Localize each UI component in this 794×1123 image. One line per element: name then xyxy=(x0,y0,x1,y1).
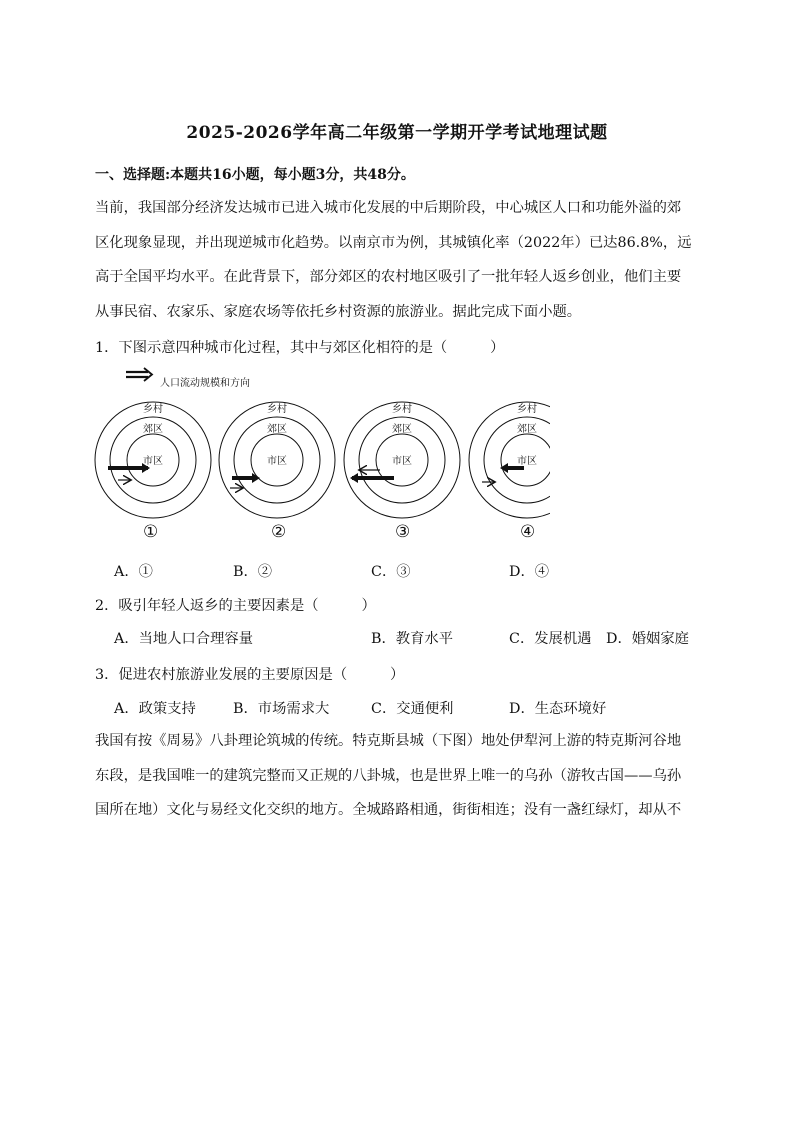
section-heading: 一、选择题:本题共16小题，每小题3分，共48分。 xyxy=(95,167,415,183)
passage-urbanization xyxy=(95,191,705,329)
label-suburb: 郊区 xyxy=(267,424,287,435)
option-b[interactable]: B．② xyxy=(233,564,273,580)
label-rural: 乡村 xyxy=(267,404,287,415)
passage-line: 区化现象显现，并出现逆城市化趋势。以南京市为例，其城镇化率（2022年）已达86.8%，远 xyxy=(95,234,692,251)
question-1-options xyxy=(114,561,714,583)
question-3-options xyxy=(114,698,714,720)
passage-line: 国所在地）文化与易经文化交织的地方。全城路路相通，街街相连；没有一盏红绿灯，却从不 xyxy=(95,802,682,818)
option-b[interactable]: B．市场需求大 xyxy=(233,701,330,717)
passage-line: 我国有按《周易》八卦理论筑城的传统。特克斯县城（下图）地处伊犁河上游的特克斯河谷地 xyxy=(95,733,682,749)
passage-line: 东段，是我国唯一的建筑完整而又正规的八卦城，也是世界上唯一的乌孙（游牧古国——乌孙 xyxy=(95,767,682,784)
option-d[interactable]: D．婚姻家庭 xyxy=(606,631,689,647)
diagram-number-1: ① xyxy=(143,522,159,542)
label-city: 市区 xyxy=(143,456,163,467)
label-city: 市区 xyxy=(392,456,412,467)
label-suburb: 郊区 xyxy=(392,424,412,435)
label-rural: 乡村 xyxy=(143,404,163,415)
label-city: 市区 xyxy=(267,456,287,467)
option-d[interactable]: D．④ xyxy=(509,564,550,580)
label-city: 市区 xyxy=(517,456,537,467)
question-3-stem: 3．促进农村旅游业发展的主要原因是（ ） xyxy=(95,667,405,683)
question-2-stem: 2．吸引年轻人返乡的主要因素是（ ） xyxy=(95,598,376,614)
option-c[interactable]: C．发展机遇 xyxy=(509,631,592,647)
option-b[interactable]: B．教育水平 xyxy=(371,631,453,647)
diagram-number-4: ④ xyxy=(520,522,536,542)
question-2-options xyxy=(114,628,714,650)
exam-title: 2025-2026学年高二年级第一学期开学考试地理试题 xyxy=(186,123,608,143)
option-d[interactable]: D．生态环境好 xyxy=(509,701,607,717)
question-1-stem: 1．下图示意四种城市化过程，其中与郊区化相符的是（ ） xyxy=(95,340,505,356)
label-rural: 乡村 xyxy=(392,404,412,415)
passage-bagua-city xyxy=(95,724,705,828)
label-suburb: 郊区 xyxy=(517,424,537,435)
legend-arrow-icon xyxy=(126,368,152,381)
option-c[interactable]: C．交通便利 xyxy=(371,701,454,717)
urbanization-diagrams xyxy=(90,366,550,546)
diagram-number-3: ③ xyxy=(395,522,411,542)
option-a[interactable]: A．① xyxy=(114,564,153,580)
passage-line: 高于全国平均水平。在此背景下，部分郊区的农村地区吸引了一批年轻人返乡创业，他们主要 xyxy=(95,269,682,285)
label-suburb: 郊区 xyxy=(143,424,163,435)
legend-label: 人口流动规模和方向 xyxy=(160,378,250,389)
option-a[interactable]: A．当地人口合理容量 xyxy=(114,631,253,647)
option-c[interactable]: C．③ xyxy=(371,564,411,580)
diagram-4 xyxy=(469,402,550,518)
label-rural: 乡村 xyxy=(517,404,537,415)
passage-line: 当前，我国部分经济发达城市已进入城市化发展的中后期阶段，中心城区人口和功能外溢的郊 xyxy=(95,200,682,216)
diagram-number-2: ② xyxy=(271,522,287,542)
passage-line: 从事民宿、农家乐、家庭农场等依托乡村资源的旅游业。据此完成下面小题。 xyxy=(95,303,582,320)
option-a[interactable]: A．政策支持 xyxy=(114,701,196,717)
